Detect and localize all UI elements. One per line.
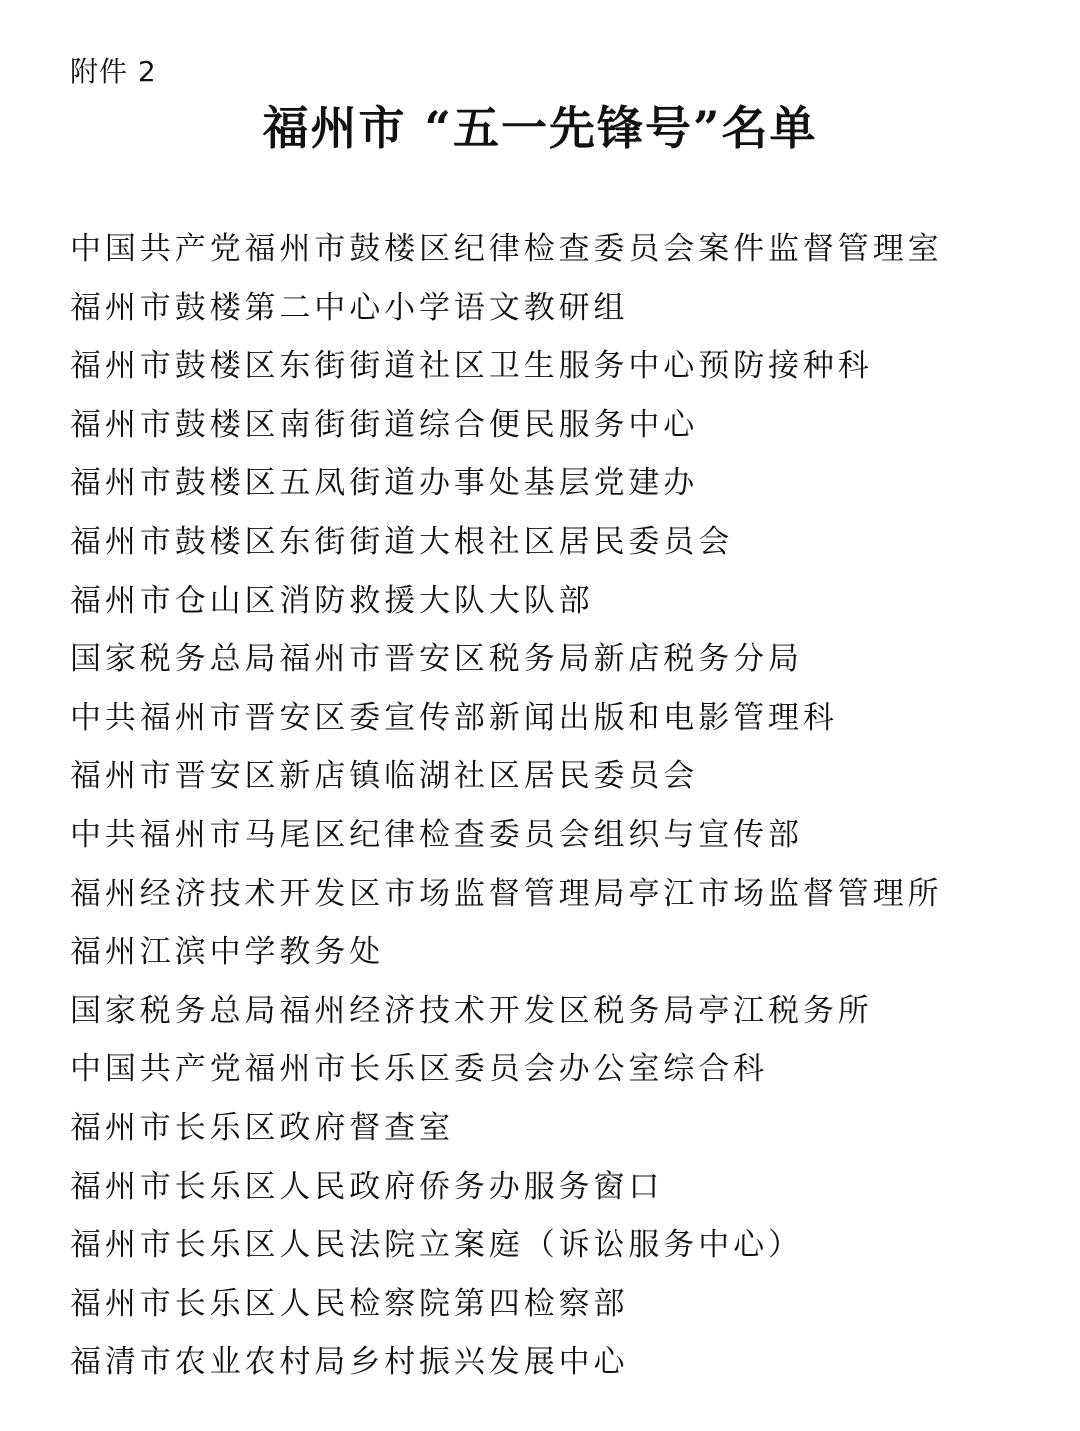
list-item: 国家税务总局福州市晋安区税务局新店税务分局 xyxy=(70,641,803,678)
list-item: 福州市长乐区人民法院立案庭（诉讼服务中心） xyxy=(70,1227,803,1264)
list-item: 中共福州市晋安区委宣传部新闻出版和电影管理科 xyxy=(70,699,838,736)
attachment-label: 附件 2 xyxy=(70,55,157,88)
list-item: 福州市长乐区人民检察院第四检察部 xyxy=(70,1285,629,1322)
list-item: 福州市鼓楼区南街街道综合便民服务中心 xyxy=(70,406,699,443)
list-item: 福州市长乐区人民政府侨务办服务窗口 xyxy=(70,1168,664,1205)
list-item: 福州市鼓楼区东街街道大根社区居民委员会 xyxy=(70,523,734,560)
list-item: 福州市鼓楼第二中心小学语文教研组 xyxy=(70,289,629,326)
list-item: 福州市鼓楼区东街街道社区卫生服务中心预防接种科 xyxy=(70,348,873,385)
list-item: 福州市晋安区新店镇临湖社区居民委员会 xyxy=(70,758,699,795)
honoree-list xyxy=(70,220,1050,1392)
page-title: 福州市 “五一先锋号”名单 xyxy=(262,101,818,155)
list-item: 中国共产党福州市鼓楼区纪律检查委员会案件监督管理室 xyxy=(70,231,943,267)
list-item: 福州市长乐区政府督查室 xyxy=(70,1109,454,1146)
list-item: 福州市仓山区消防救援大队大队部 xyxy=(70,582,594,619)
list-item: 中国共产党福州市长乐区委员会办公室综合科 xyxy=(70,1051,768,1088)
list-item: 福州市鼓楼区五凤街道办事处基层党建办 xyxy=(70,465,699,502)
list-item: 福州经济技术开发区市场监督管理局亭江市场监督管理所 xyxy=(70,875,943,912)
list-item: 中共福州市马尾区纪律检查委员会组织与宣传部 xyxy=(70,816,803,853)
list-item: 福清市农业农村局乡村振兴发展中心 xyxy=(70,1344,629,1381)
list-item: 国家税务总局福州经济技术开发区税务局亭江税务所 xyxy=(70,992,873,1029)
list-item: 福州江滨中学教务处 xyxy=(70,934,385,971)
